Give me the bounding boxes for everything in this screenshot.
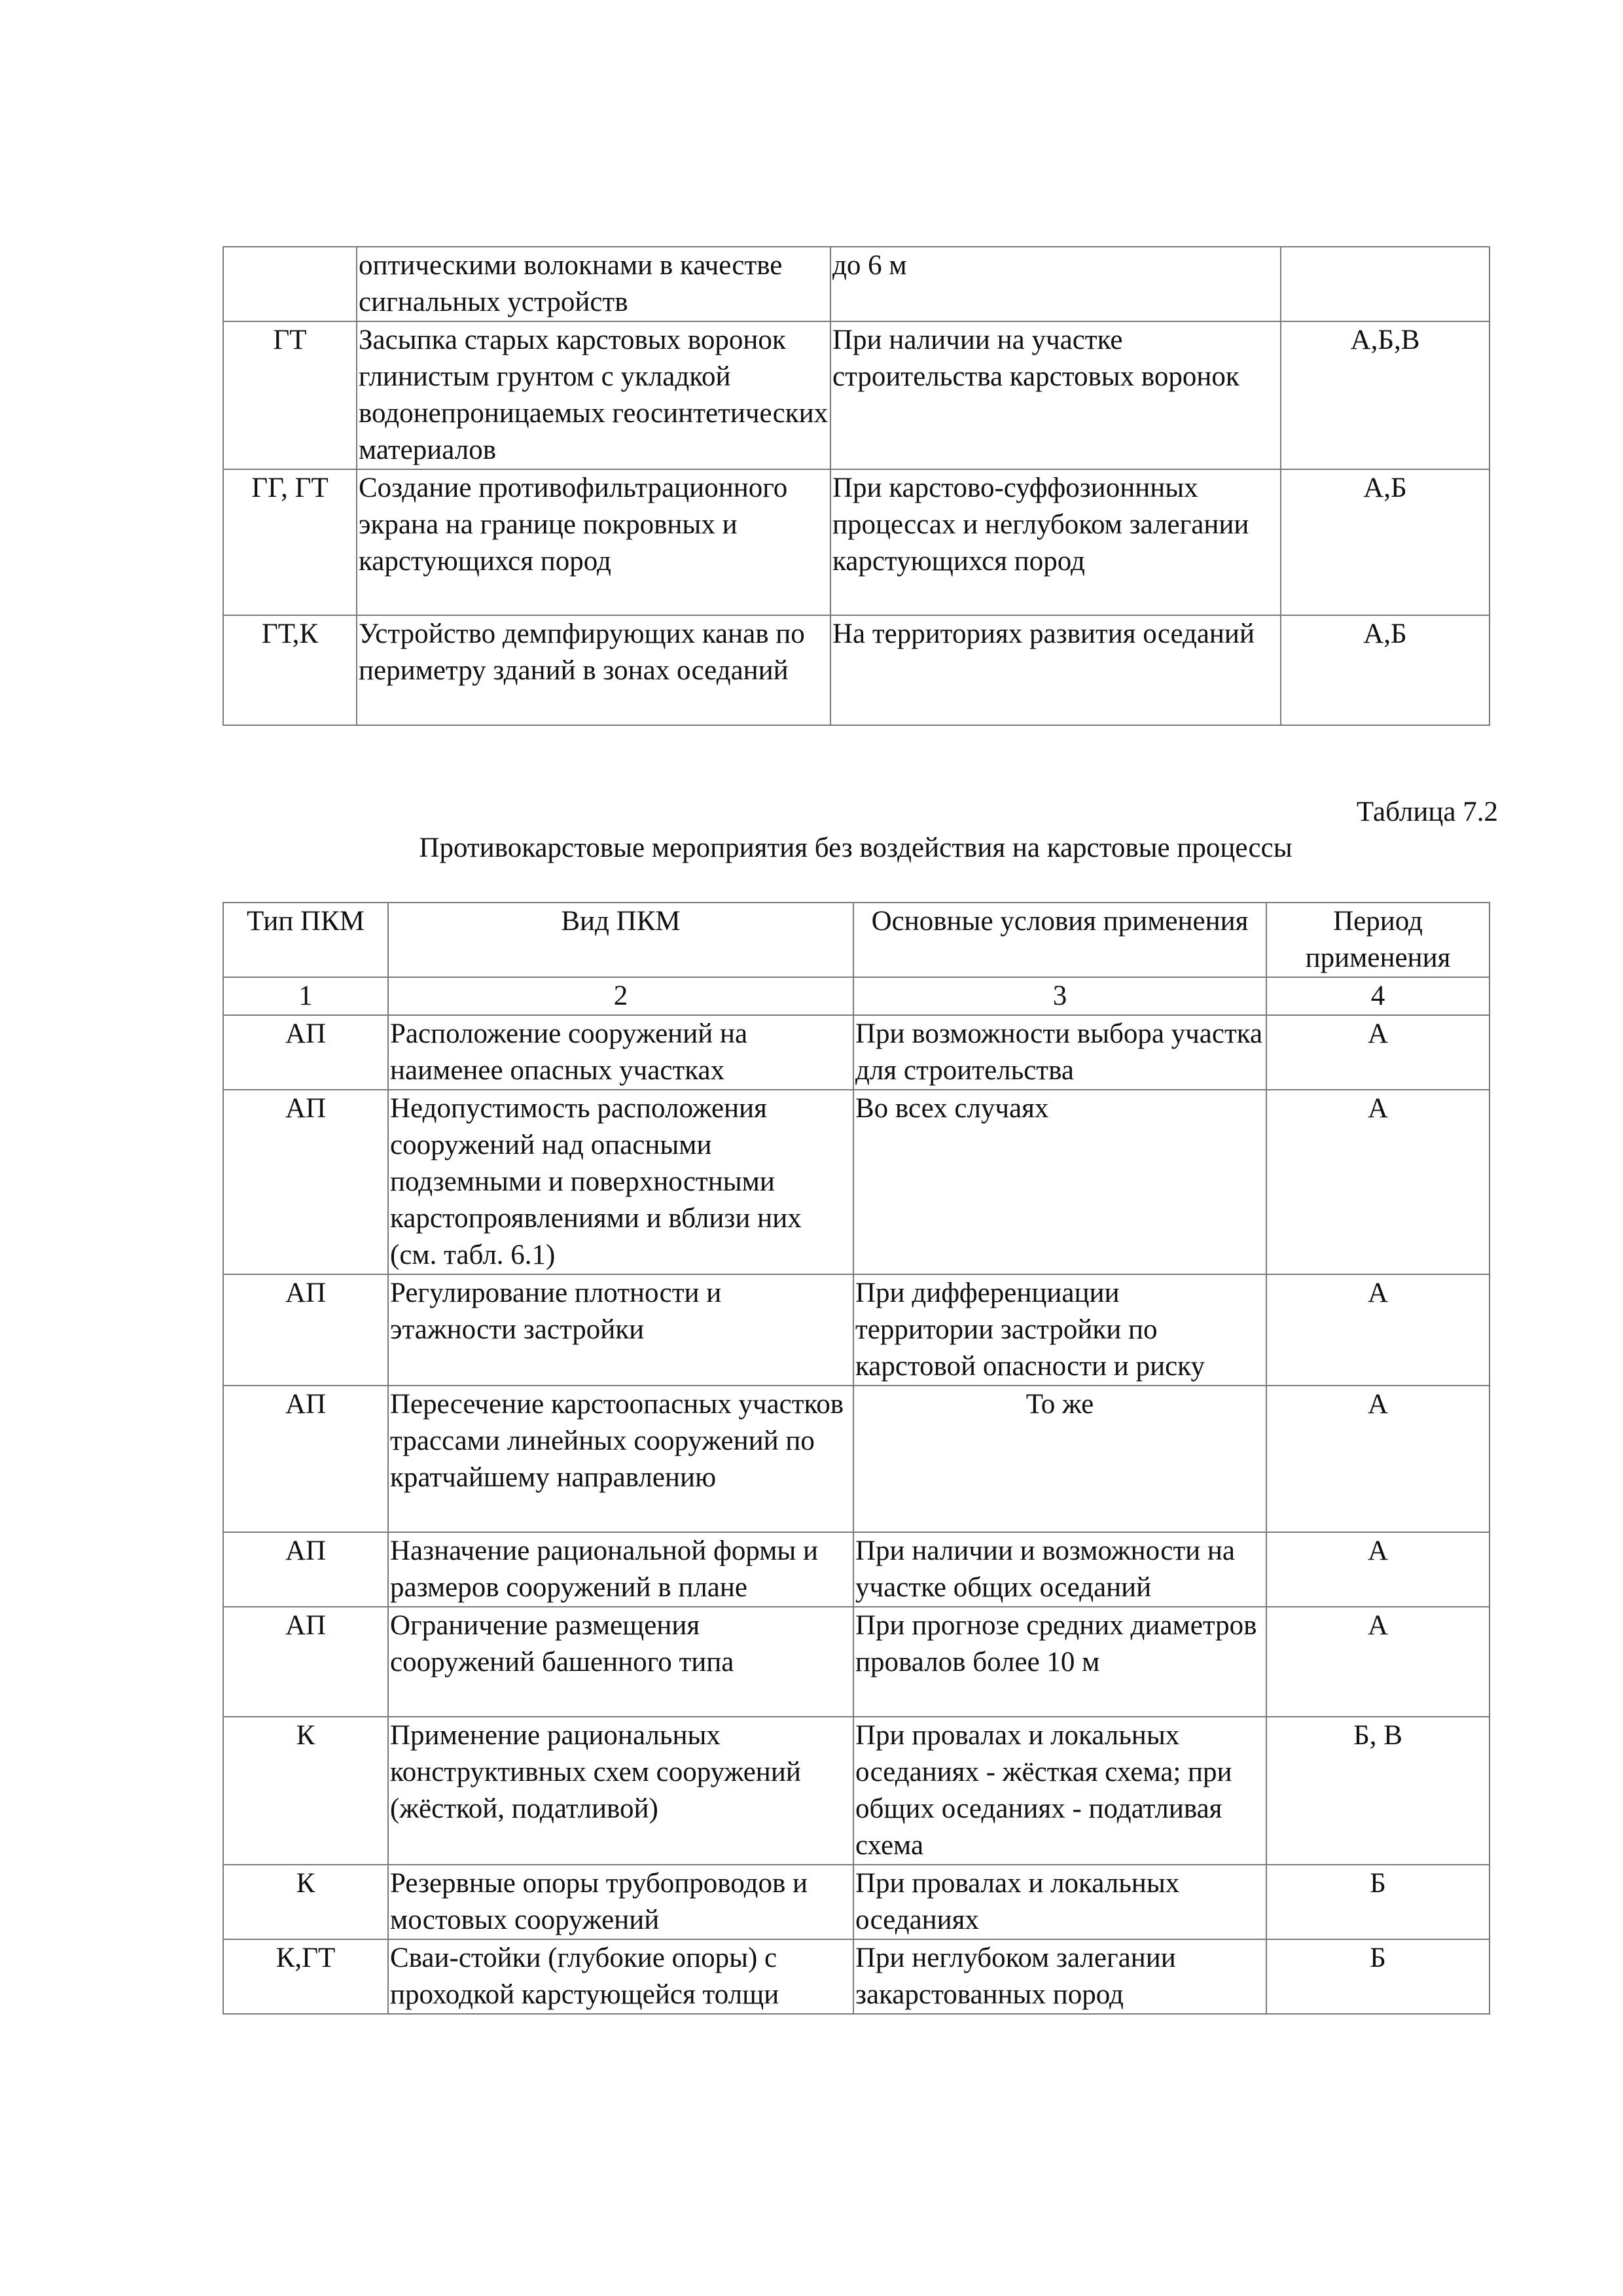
table-row <box>223 615 1489 725</box>
cell-conditions: При прогнозе средних диаметров провалов более 10 м <box>853 1607 1266 1717</box>
table-row <box>223 1939 1489 2014</box>
cell-period: Б <box>1266 1865 1489 1939</box>
table-row <box>223 1015 1489 1090</box>
cell-period <box>1281 247 1489 321</box>
cell-conditions: При дифференциации территории застройки по карстовой опасности и риску <box>853 1274 1266 1386</box>
cell-measure: Сваи-стойки (глубокие опоры) с проходкой карстующейся толщи <box>388 1939 853 2014</box>
cell-period: Б, В <box>1266 1717 1489 1865</box>
cell-type: К <box>223 1717 388 1865</box>
table-row <box>223 469 1489 615</box>
cell-period: А,Б <box>1281 469 1489 615</box>
cell-conditions: При провалах и локальных оседаниях <box>853 1865 1266 1939</box>
cell-measure: Резервные опоры трубопроводов и мостовых сооружений <box>388 1865 853 1939</box>
header-period: Период применения <box>1266 903 1489 977</box>
table-row <box>223 1090 1489 1274</box>
cell-measure: Назначение рациональной формы и размеров сооружений в плане <box>388 1532 853 1607</box>
cell-measure: Засыпка старых карстовых воронок глинистым грунтом с укладкой водонепроницаемых геосинтетических материалов <box>357 321 830 469</box>
header-row <box>223 903 1489 977</box>
cell-measure: Расположение сооружений на наименее опасных участках <box>388 1015 853 1090</box>
cell-conditions: При наличии и возможности на участке общих оседаний <box>853 1532 1266 1607</box>
cell-measure: Устройство демпфирующих канав по периметру зданий в зонах оседаний <box>357 615 830 725</box>
table-continuation <box>223 246 1490 726</box>
column-number: 1 <box>223 977 388 1015</box>
header-measure: Вид ПКМ <box>388 903 853 977</box>
cell-period: А <box>1266 1532 1489 1607</box>
header-type: Тип ПКМ <box>223 903 388 977</box>
table-row <box>223 1274 1489 1386</box>
cell-conditions: При карстово-суффозионнных процессах и неглубоком залегании карстующихся пород <box>830 469 1281 615</box>
table-row <box>223 1386 1489 1532</box>
cell-type: АП <box>223 1532 388 1607</box>
cell-type: АП <box>223 1274 388 1386</box>
column-number: 2 <box>388 977 853 1015</box>
cell-measure: Создание противофильтрационного экрана на границе покровных и карстующихся пород <box>357 469 830 615</box>
column-number: 4 <box>1266 977 1489 1015</box>
cell-type: К <box>223 1865 388 1939</box>
table-7-2 <box>223 902 1490 2015</box>
table-row <box>223 1865 1489 1939</box>
header-conditions: Основные условия применения <box>853 903 1266 977</box>
cell-type: ГТ,К <box>223 615 357 725</box>
cell-measure: Регулирование плотности и этажности застройки <box>388 1274 853 1386</box>
cell-type: АП <box>223 1386 388 1532</box>
cell-type: ГГ, ГТ <box>223 469 357 615</box>
cell-period: А,Б <box>1281 615 1489 725</box>
cell-measure: Недопустимость расположения сооружений над опасными подземными и поверхностными карстопроявлениями и вблизи них (см. табл. 6.1) <box>388 1090 853 1274</box>
cell-period: А <box>1266 1090 1489 1274</box>
cell-measure: Применение рациональных конструктивных схем сооружений (жёсткой, податливой) <box>388 1717 853 1865</box>
column-number-row <box>223 977 1489 1015</box>
cell-type: ГТ <box>223 321 357 469</box>
cell-period: А,Б,В <box>1281 321 1489 469</box>
column-number: 3 <box>853 977 1266 1015</box>
cell-type: К,ГТ <box>223 1939 388 2014</box>
cell-conditions: То же <box>853 1386 1266 1532</box>
cell-period: А <box>1266 1015 1489 1090</box>
cell-type: АП <box>223 1090 388 1274</box>
cell-measure: Ограничение размещения сооружений башенного типа <box>388 1607 853 1717</box>
cell-measure: Пересечение карстоопасных участков трассами линейных сооружений по кратчайшему направлению <box>388 1386 853 1532</box>
cell-period: А <box>1266 1607 1489 1717</box>
table-number: Таблица 7.2 <box>1356 797 1498 827</box>
cell-conditions: до 6 м <box>830 247 1281 321</box>
cell-conditions: На территориях развития оседаний <box>830 615 1281 725</box>
cell-type: АП <box>223 1015 388 1090</box>
table-row <box>223 1607 1489 1717</box>
table-row <box>223 247 1489 321</box>
cell-period: А <box>1266 1274 1489 1386</box>
cell-conditions: При возможности выбора участка для строительства <box>853 1015 1266 1090</box>
cell-measure: оптическими волокнами в качестве сигнальных устройств <box>357 247 830 321</box>
table-row <box>223 1532 1489 1607</box>
cell-period: А <box>1266 1386 1489 1532</box>
cell-conditions: Во всех случаях <box>853 1090 1266 1274</box>
cell-conditions: При провалах и локальных оседаниях - жёсткая схема; при общих оседаниях - податливая схема <box>853 1717 1266 1865</box>
cell-type: АП <box>223 1607 388 1717</box>
cell-conditions: При неглубоком залегании закарстованных пород <box>853 1939 1266 2014</box>
table-caption: Противокарстовые мероприятия без воздействия на карстовые процессы <box>419 833 1293 863</box>
cell-conditions: При наличии на участке строительства карстовых воронок <box>830 321 1281 469</box>
table-row <box>223 321 1489 469</box>
table-row <box>223 1717 1489 1865</box>
cell-type <box>223 247 357 321</box>
cell-period: Б <box>1266 1939 1489 2014</box>
